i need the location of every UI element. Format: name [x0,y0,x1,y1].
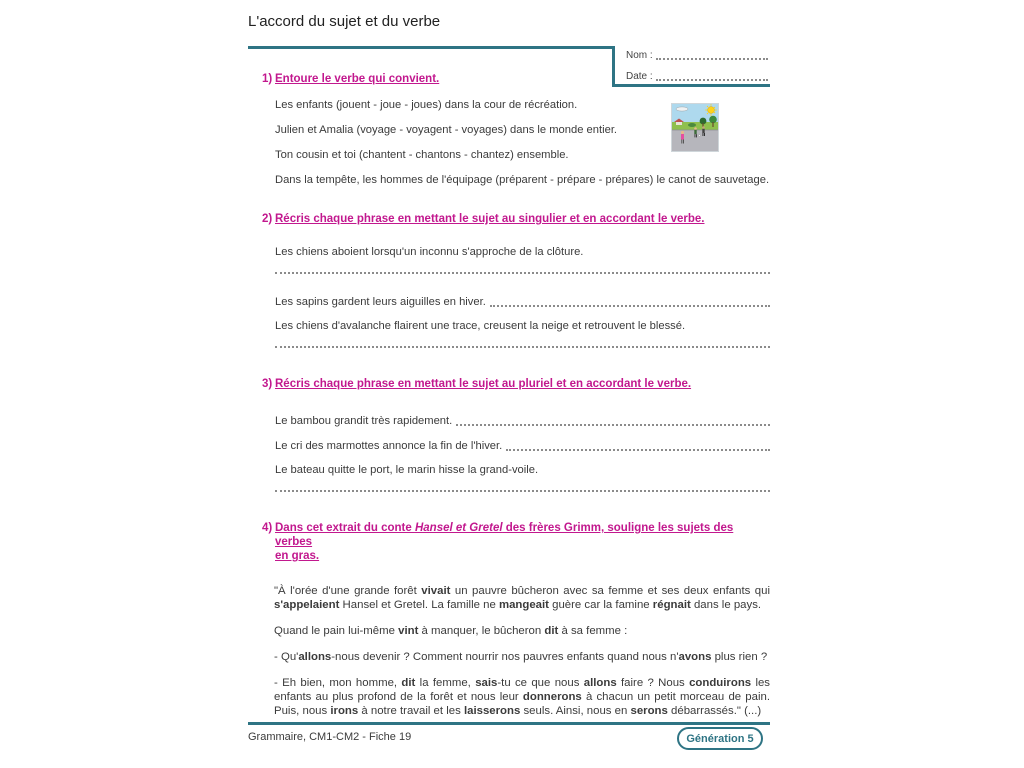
answer-line [506,440,770,451]
sentence: Ton cousin et toi (chantent - chantons - chantez) ensemble. [275,149,569,161]
answer-line [275,489,770,492]
worksheet-page [248,0,770,768]
answer-line [456,415,770,426]
answer-line [275,271,770,274]
exercise-4-number: 4) [262,522,273,534]
story-paragraph: "À l'orée d'une grande forêt vivait un pauvre bûcheron avec sa femme et ses deux enfants qui s'appelaient Hansel et Gretel. La famille ne mangeait guère car la famine régnait dans le pays. [274,585,770,611]
exercise-4 [262,521,770,730]
story-paragraph: - Eh bien, mon homme, dit la femme, sais-tu ce que nous allons faire ? Nous conduirons les enfants au plus profond de la forêt et nous leur donnerons à chacun un petit morceau de pain. Puis, nous irons à notre travail et les laisserons seuls. Ainsi, nous en serons débarrassés." (...) [274,677,771,717]
name-label: Nom : [626,50,653,61]
story-paragraph: - Qu'allons-nous devenir ? Comment nourrir nos pauvres enfants quand nous n'avons plus rien ? [274,651,768,663]
name-answer-line [656,58,768,60]
sentence: Le bateau quitte le port, le marin hisse la grand-voile. [275,464,539,476]
sentence: Les chiens aboient lorsqu'un inconnu s'approche de la clôture. [275,246,584,258]
page-title: L'accord du sujet et du verbe [248,13,441,30]
exercise-1-instruction: Entoure le verbe qui convient. [275,73,440,85]
sentence: Les sapins gardent leurs aiguilles en hiver. [275,296,770,309]
exercise-1-number: 1) [262,73,273,85]
exercise-2 [262,212,770,370]
answer-line [275,345,770,348]
exercise-3-heading [262,377,770,391]
date-label: Date : [626,71,653,82]
answer-line [490,296,770,307]
exercise-2-instruction: Récris chaque phrase en mettant le sujet au singulier et en accordant le verbe. [275,213,705,225]
exercise-4-heading [262,521,770,563]
playground-illustration [671,103,719,152]
sentence: Les enfants (jouent - joue - joues) dans la cour de récréation. [275,99,578,111]
exercise-3 [262,377,770,514]
name-field [626,49,768,61]
footer-note: Grammaire, CM1-CM2 - Fiche 19 [248,731,412,743]
footer-rule [248,722,770,725]
exercise-2-number: 2) [262,213,273,225]
exercise-3-number: 3) [262,378,273,390]
exercise-3-instruction: Récris chaque phrase en mettant le sujet au pluriel et en accordant le verbe. [275,378,692,390]
exercise-4-instruction: Dans cet extrait du conte Hansel et Gretel des frères Grimm, souligne les sujets des verbes en gras. [275,522,734,562]
story-paragraph: Quand le pain lui-même vint à manquer, le bûcheron dit à sa femme : [274,625,628,637]
sentence: Julien et Amalia (voyage - voyagent - voyages) dans le monde entier. [275,124,618,136]
exercise-2-heading [262,212,770,226]
publisher-badge: Génération 5 [677,727,763,750]
sentence: Le bambou grandit très rapidement. [275,415,770,428]
sentence: Les chiens d'avalanche flairent une trace, creusent la neige et retrouvent le blessé. [275,320,686,332]
exercise-1-heading [262,72,770,86]
header-rule [248,46,613,49]
sentence: Le cri des marmottes annonce la fin de l'hiver. [275,440,770,453]
sentence: Dans la tempête, les hommes de l'équipage (préparent - prépare - prépares) le canot de sauvetage. [275,174,770,186]
